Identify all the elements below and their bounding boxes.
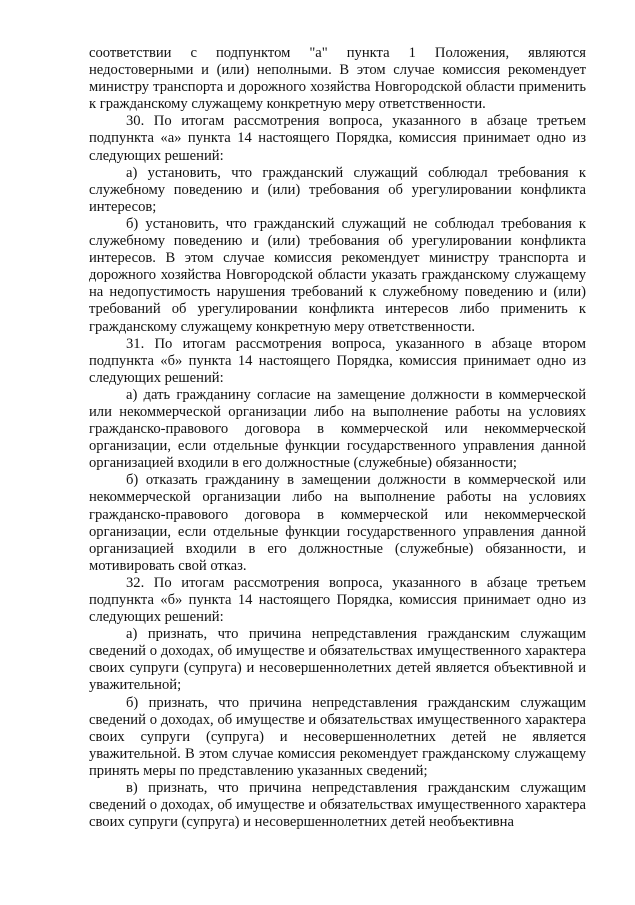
paragraph-item-32: 32. По итогам рассмотрения вопроса, указанного в абзаце третьем подпункта «б» пункта 14 настоящего Порядка, комиссия принимает одно из следующих решений: xyxy=(89,574,586,626)
document-body xyxy=(89,45,586,831)
paragraph-item-31-b: б) отказать гражданину в замещении должности в коммерческой или некоммерческой организации либо на выполнение работы на условиях гражданско-правового договора в коммерческой или некоммерческой организации, если отдельные функции государственного управления данной организацией входили в его должностные (служебные) обязанности, и мотивировать свой отказ. xyxy=(89,472,586,574)
paragraph-continuation: соответствии с подпунктом "а" пункта 1 Положения, являются недостоверными и (или) неполными. В этом случае комиссия рекомендует министру транспорта и дорожного хозяйства Новгородской области применить к гражданскому служащему конкретную меру ответственности. xyxy=(89,45,586,113)
paragraph-item-30-b: б) установить, что гражданский служащий не соблюдал требования к служебному поведению и (или) требования об урегулировании конфликта интересов. В этом случае комиссия рекомендует министру транспорта и дорожного хозяйства Новгородской области указать гражданскому служащему на недопустимость нарушения требований к служебному поведению и (или) требований об урегулировании конфликта интересов либо применить к гражданскому служащему конкретную меру ответственности. xyxy=(89,215,586,335)
paragraph-item-32-b: б) признать, что причина непредставления гражданским служащим сведений о доходах, об имуществе и обязательствах имущественного характера своих супруги (супруга) и несовершеннолетних детей не является уважительной. В этом случае комиссия рекомендует гражданскому служащему принять меры по представлению указанных сведений; xyxy=(89,694,586,779)
paragraph-item-31: 31. По итогам рассмотрения вопроса, указанного в абзаце втором подпункта «б» пункта 14 настоящего Порядка, комиссия принимает одно из следующих решений: xyxy=(89,335,586,386)
paragraph-item-30-a: а) установить, что гражданский служащий соблюдал требования к служебному поведению и (или) требования об урегулировании конфликта интересов; xyxy=(89,164,586,215)
paragraph-item-32-a: а) признать, что причина непредставления гражданским служащим сведений о доходах, об имуществе и обязательствах имущественного характера своих супруги (супруга) и несовершеннолетних детей является объективной и уважительной; xyxy=(89,626,586,694)
paragraph-item-32-v: в) признать, что причина непредставления гражданским служащим сведений о доходах, об имуществе и обязательствах имущественного характера своих супруги (супруга) и несовершеннолетних детей необъективна xyxy=(89,780,586,831)
paragraph-item-31-a: а) дать гражданину согласие на замещение должности в коммерческой или некоммерческой организации либо на выполнение работы на условиях гражданско-правового договора в коммерческой или некоммерческой организации, если отдельные функции государственного управления данной организацией входили в его должностные (служебные) обязанности; xyxy=(89,386,586,472)
paragraph-item-30: 30. По итогам рассмотрения вопроса, указанного в абзаце третьем подпункта «а» пункта 14 настоящего Порядка, комиссия принимает одно из следующих решений: xyxy=(89,113,586,164)
